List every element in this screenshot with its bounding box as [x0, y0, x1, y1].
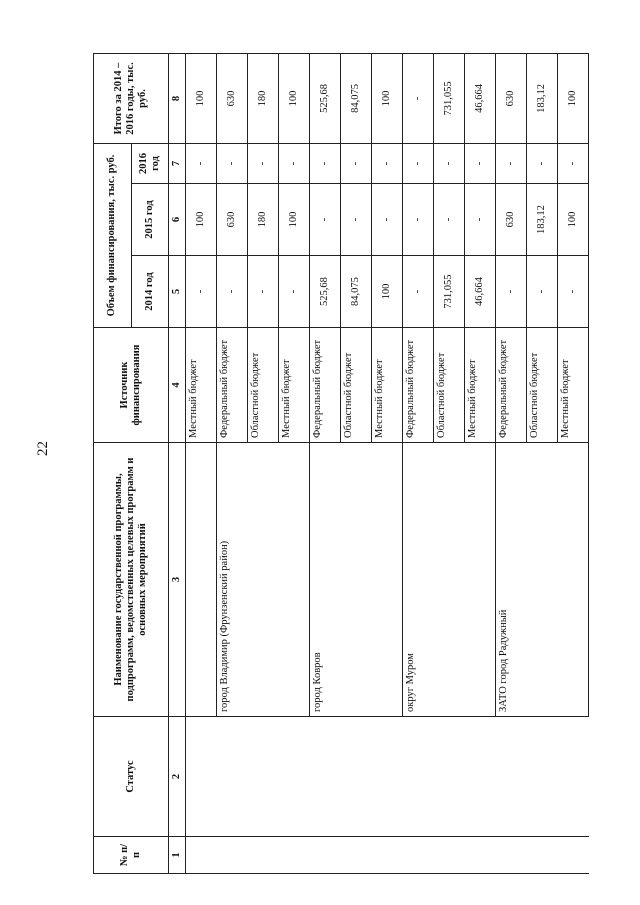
total-cell: 630	[217, 53, 248, 143]
value-2016-cell: -	[434, 143, 465, 183]
header-total: Итого за 2014 – 2016 годы, тыс. руб.	[94, 53, 169, 143]
value-2016-cell: -	[496, 143, 527, 183]
value-2015-cell: 100	[558, 184, 589, 256]
value-2014-cell: 731,055	[434, 256, 465, 328]
column-number: 4	[169, 328, 186, 443]
header-status: Статус	[94, 717, 169, 837]
funding-source-cell: Областной бюджет	[434, 328, 465, 443]
funding-source-cell: Федеральный бюджет	[217, 328, 248, 443]
value-2015-cell: -	[341, 184, 372, 256]
total-cell: 100	[372, 53, 403, 143]
column-number: 7	[169, 143, 186, 183]
value-2015-cell: 100	[186, 184, 217, 256]
column-numbers-row	[169, 53, 186, 873]
total-cell: 46,664	[465, 53, 496, 143]
funding-source-cell: Местный бюджет	[186, 328, 217, 443]
column-number: 1	[169, 837, 186, 874]
header-2016: 2016 год	[132, 143, 169, 183]
column-number: 3	[169, 443, 186, 717]
value-2015-cell: -	[403, 184, 434, 256]
value-2015-cell: -	[434, 184, 465, 256]
value-2014-cell: -	[279, 256, 310, 328]
value-2015-cell: 630	[217, 184, 248, 256]
value-2014-cell: 100	[372, 256, 403, 328]
table-body	[186, 53, 589, 873]
funding-source-cell: Местный бюджет	[465, 328, 496, 443]
value-2015-cell: -	[465, 184, 496, 256]
header-2014: 2014 год	[132, 256, 169, 328]
value-2016-cell: -	[310, 143, 341, 183]
table-header	[94, 53, 186, 873]
value-2016-cell: -	[186, 143, 217, 183]
value-2015-cell: 180	[248, 184, 279, 256]
funding-table	[93, 53, 589, 874]
program-name-cell	[186, 443, 217, 717]
header-num: № п/п	[94, 837, 169, 874]
total-cell: 525,68	[310, 53, 341, 143]
value-2014-cell: -	[496, 256, 527, 328]
value-2014-cell: 84,075	[341, 256, 372, 328]
value-2014-cell: -	[558, 256, 589, 328]
program-name-cell: округ Муром	[403, 443, 496, 717]
value-2016-cell: -	[527, 143, 558, 183]
program-name-cell: ЗАТО город Радужный	[496, 443, 589, 717]
column-number: 5	[169, 256, 186, 328]
value-2016-cell: -	[558, 143, 589, 183]
funding-source-cell: Местный бюджет	[279, 328, 310, 443]
value-2016-cell: -	[465, 143, 496, 183]
funding-source-cell: Федеральный бюджет	[496, 328, 527, 443]
total-cell: 183,12	[527, 53, 558, 143]
program-name-cell: город Владимир (Фрунзенский район)	[217, 443, 310, 717]
value-2014-cell: 525,68	[310, 256, 341, 328]
header-funding-volume: Объем финансирования, тыс. руб.	[94, 143, 132, 327]
rotated-table-container	[93, 54, 579, 874]
total-cell: 180	[248, 53, 279, 143]
status-cell	[186, 717, 589, 837]
value-2014-cell: -	[403, 256, 434, 328]
total-cell: 84,075	[341, 53, 372, 143]
funding-source-cell: Местный бюджет	[372, 328, 403, 443]
funding-source-cell: Федеральный бюджет	[403, 328, 434, 443]
value-2015-cell: -	[372, 184, 403, 256]
value-2015-cell: 183,12	[527, 184, 558, 256]
total-cell: 630	[496, 53, 527, 143]
value-2016-cell: -	[248, 143, 279, 183]
value-2016-cell: -	[279, 143, 310, 183]
table-row	[186, 53, 217, 873]
column-number: 8	[169, 53, 186, 143]
total-cell: 731,055	[434, 53, 465, 143]
value-2015-cell: 630	[496, 184, 527, 256]
funding-source-cell: Федеральный бюджет	[310, 328, 341, 443]
header-funding-source: Источник финансирования	[94, 328, 169, 443]
funding-source-cell: Областной бюджет	[341, 328, 372, 443]
total-cell: -	[403, 53, 434, 143]
total-cell: 100	[558, 53, 589, 143]
column-number: 6	[169, 184, 186, 256]
value-2014-cell: -	[248, 256, 279, 328]
value-2016-cell: -	[341, 143, 372, 183]
value-2015-cell: -	[310, 184, 341, 256]
value-2016-cell: -	[217, 143, 248, 183]
column-number: 2	[169, 717, 186, 837]
header-2015: 2015 год	[132, 184, 169, 256]
header-program-name: Наименование государственной программы, подпрограмм, ведомственных целевых программ и основных мероприятий	[94, 443, 169, 717]
funding-source-cell: Областной бюджет	[248, 328, 279, 443]
funding-source-cell: Местный бюджет	[558, 328, 589, 443]
value-2014-cell: -	[527, 256, 558, 328]
total-cell: 100	[186, 53, 217, 143]
total-cell: 100	[279, 53, 310, 143]
value-2016-cell: -	[403, 143, 434, 183]
value-2014-cell: 46,664	[465, 256, 496, 328]
value-2014-cell: -	[217, 256, 248, 328]
value-2016-cell: -	[372, 143, 403, 183]
program-name-cell: город Ковров	[310, 443, 403, 717]
page-number: 22	[35, 441, 51, 456]
num-cell	[186, 837, 589, 874]
value-2014-cell: -	[186, 256, 217, 328]
funding-source-cell: Областной бюджет	[527, 328, 558, 443]
value-2015-cell: 100	[279, 184, 310, 256]
